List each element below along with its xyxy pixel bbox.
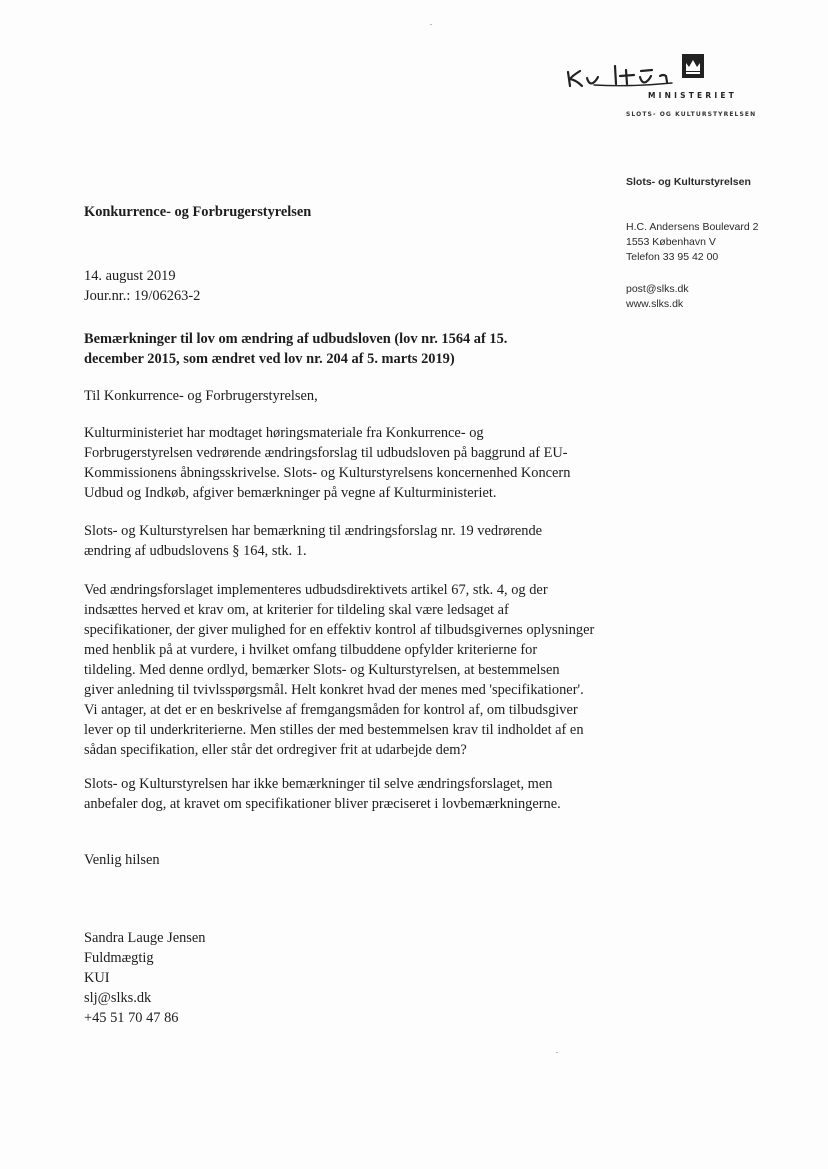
signer-phone: +45 51 70 47 86 [84, 1010, 179, 1026]
signer-name: Sandra Lauge Jensen [84, 930, 206, 946]
ministeriet-label: MINISTERIET [648, 91, 737, 100]
subject-line: Bemærkninger til lov om ændring af udbudsloven (lov nr. 1564 af 15. [84, 331, 508, 347]
paragraph-3 [84, 580, 634, 760]
paragraph-line: med henblik på at vurdere, i hvilket omfang tilbuddene opfylder kriterierne for [84, 642, 538, 658]
styrelsen-label: SLOTS- OG KULTURSTYRELSEN [626, 111, 757, 118]
address-line: H.C. Andersens Boulevard 2 [626, 221, 759, 233]
paragraph-4 [84, 774, 634, 814]
paragraph-line: Udbud og Indkøb, afgiver bemærkninger på vegne af Kulturministeriet. [84, 485, 497, 501]
paragraph-line: Vi antager, at det er en beskrivelse af fremgangsmåden for kontrol af, om tilbudsgiver [84, 702, 578, 718]
paragraph-line: Kommissionens åbningsskrivelse. Slots- og Kulturstyrelsens koncernenhed Koncern [84, 465, 571, 481]
letter-subject [84, 329, 604, 369]
crown-icon [682, 54, 704, 78]
paragraph-line: Forbrugerstyrelsen vedrørende ændringsforslag til udbudsloven på baggrund af EU- [84, 445, 568, 461]
paragraph-line: Slots- og Kulturstyrelsen har bemærkning til ændringsforslag nr. 19 vedrørende [84, 523, 543, 539]
signer-email[interactable]: slj@slks.dk [84, 990, 152, 1006]
paragraph-line: Slots- og Kulturstyrelsen har ikke bemærkninger til selve ændringsforslaget, men [84, 776, 553, 792]
sidebar-org-name: Slots- og Kulturstyrelsen [626, 176, 751, 188]
paragraph-line: giver anledning til tvivlsspørgsmål. Helt konkret hvad der menes med 'specifikationer'. [84, 682, 584, 698]
recipient-name: Konkurrence- og Forbrugerstyrelsen [84, 204, 312, 220]
website-link[interactable]: www.slks.dk [626, 298, 684, 310]
phone-line: Telefon 33 95 42 00 [626, 251, 719, 263]
paragraph-line: specifikationer, der giver mulighed for en effektiv kontrol af tilbudsgivernes oplysninger [84, 622, 595, 638]
paragraph-2 [84, 521, 634, 561]
paragraph-line: anbefaler dog, at kravet om specifikationer bliver præciseret i lovbemærkningerne. [84, 796, 561, 812]
paragraph-line: lever op til underkriterierne. Men stilles der med bestemmelsen krav til indholdet af en [84, 722, 584, 738]
scan-speck [556, 1052, 558, 1053]
subject-line: december 2015, som ændret ved lov nr. 204 af 5. marts 2019) [84, 351, 455, 367]
paragraph-line: indsættes herved et krav om, at kriterier for tildeling skal være ledsaget af [84, 602, 509, 618]
letter-closing: Venlig hilsen [84, 852, 160, 868]
address-line: 1553 København V [626, 236, 716, 248]
signer-unit: KUI [84, 970, 110, 986]
letter-date: 14. august 2019 [84, 268, 176, 284]
kulturministeriet-logo [560, 54, 770, 120]
paragraph-line: tildeling. Med denne ordlyd, bemærker Slots- og Kulturstyrelsen, at bestemmelsen [84, 662, 560, 678]
journal-number: Jour.nr.: 19/06263-2 [84, 288, 201, 304]
date-block [84, 266, 634, 306]
paragraph-line: sådan specifikation, eller står det ordregiver frit at udarbejde dem? [84, 742, 467, 758]
letter-greeting: Til Konkurrence- og Forbrugerstyrelsen, [84, 388, 318, 404]
sidebar-contact [626, 282, 689, 312]
email-link[interactable]: post@slks.dk [626, 283, 689, 295]
sidebar-address [626, 220, 759, 265]
paragraph-line: Kulturministeriet har modtaget høringsmateriale fra Konkurrence- og [84, 425, 484, 441]
signer-title: Fuldmægtig [84, 950, 154, 966]
signature-block [84, 928, 634, 1028]
scan-speck [430, 24, 432, 25]
paragraph-line: ændring af udbudslovens § 164, stk. 1. [84, 543, 307, 559]
paragraph-line: Ved ændringsforslaget implementeres udbudsdirektivets artikel 67, stk. 4, og der [84, 582, 548, 598]
paragraph-1 [84, 423, 634, 503]
